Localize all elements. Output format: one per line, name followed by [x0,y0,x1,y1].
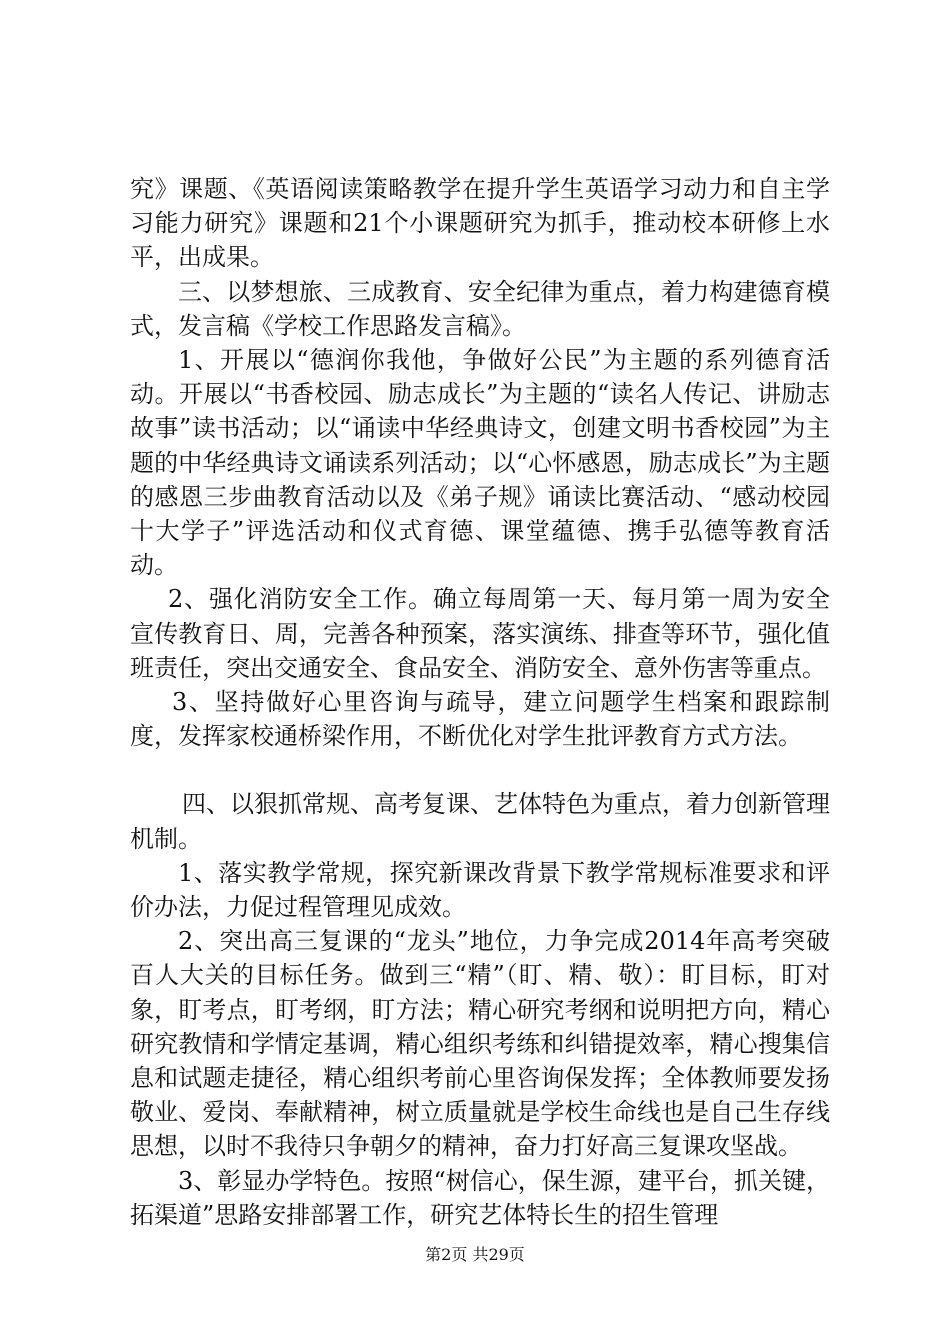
paragraph-3-1: 1、开展以“德润你我他，争做好公民”为主题的系列德育活动。开展以“书香校园、励志成长”为主题的“读名人传记、讲励志故事”读书活动；以“诵读中华经典诗文，创建文明书香校园”为主题的中华经典诗文诵读系列活动；以“心怀感恩，励志成长”为主题的感恩三步曲教育活动以及《弟子规》诵读比赛活动、“感动校园十大学子”评选活动和仪式育德、课堂蕴德、携手弘德等教育活动。 [130,346,830,580]
paragraph-section-4-heading: 四、以狠抓常规、高考复课、艺体特色为重点，着力创新管理机制。 [130,790,830,853]
paragraph-4-3: 3、彰显办学特色。按照“树信心，保生源，建平台，抓关键，拓渠道”思路安排部署工作，研究艺体特长生的招生管理 [130,1166,830,1229]
paragraph-section-3-heading: 三、以梦想旅、三成教育、安全纪律为重点，着力构建德育模式，发言稿《学校工作思路发言稿》。 [130,277,830,340]
body-text [130,172,830,1232]
page-number-footer: 第2页 共29页 [425,1245,525,1264]
paragraph-3-3: 3、坚持做好心里咨询与疏导，建立问题学生档案和跟踪制度，发挥家校通桥梁作用，不断优化对学生批评教育方式方法。 [130,688,830,751]
paragraph-3-2: 2、强化消防安全工作。确立每周第一天、每月第一周为安全宣传教育日、周，完善各种预案，落实演练、排查等环节，强化值班责任，突出交通安全、食品安全、消防安全、意外伤害等重点。 [130,585,830,682]
paragraph-4-2: 2、突出高三复课的“龙头”地位，力争完成2014年高考突破百人大关的目标任务。做到三“精”（盯、精、敬）：盯目标，盯对象，盯考点，盯考纲，盯方法；精心研究考纲和说明把方向，精心研究教情和学情定基调，精心组织考练和纠错提效率，精心搜集信息和试题走捷径，精心组织考前心里咨询保发挥；全体教师要发扬敬业、爱岗、奉献精神，树立质量就是学校生命线也是自己生存线思想，以时不我待只争朝夕的精神，奋力打好高三复课攻坚战。 [130,927,830,1161]
paragraph-1: 究》课题、《英语阅读策略教学在提升学生英语学习动力和自主学习能力研究》课题和21个小课题研究为抓手，推动校本研修上水平，出成果。 [130,175,830,272]
paragraph-gap [130,753,830,787]
paragraph-4-1: 1、落实教学常规，探究新课改背景下教学常规标准要求和评价办法，力促过程管理见成效。 [130,858,830,922]
